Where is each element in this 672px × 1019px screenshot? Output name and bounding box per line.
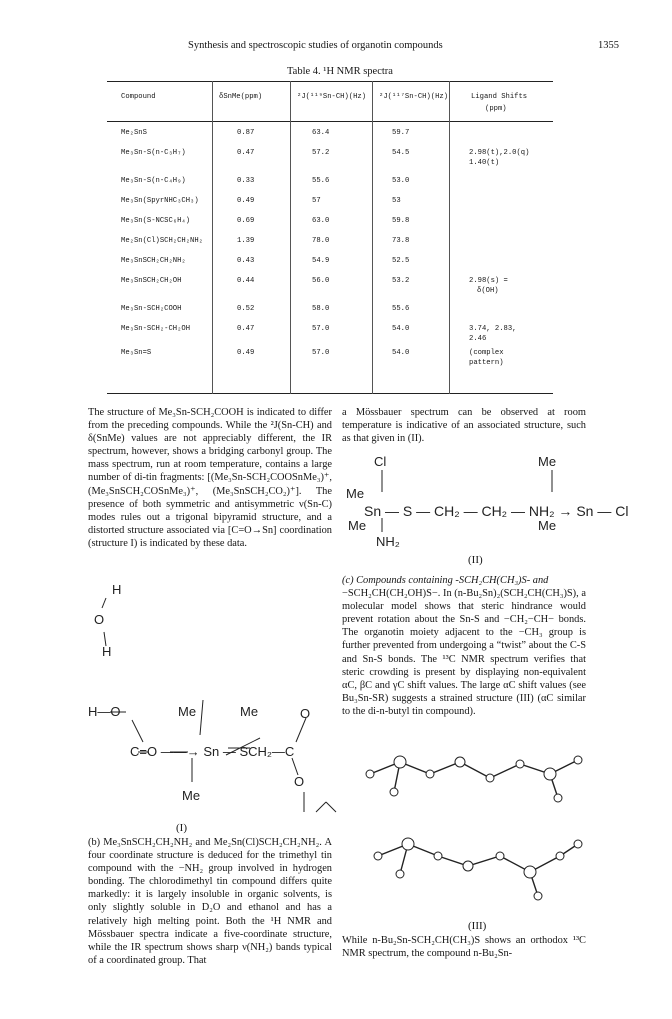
svg-text:H: H xyxy=(102,644,112,659)
svg-text:C=O ——→ Sn — SCH₂—C: C=O ——→ Sn — SCH₂—C xyxy=(130,744,295,759)
right-paragraph-3 xyxy=(342,934,586,960)
table-cell-compound: Me₃Sn(S-NCSC₆H₄) xyxy=(121,217,191,225)
table-cell-j117: 54.5 xyxy=(392,149,410,157)
structure-i-atoms: H xyxy=(112,582,122,597)
table-cell-ligand-2: 1.40(t) xyxy=(469,159,500,167)
table-cell-delta: 0.43 xyxy=(237,257,255,265)
structure-ii-diagram xyxy=(342,446,629,570)
table-cell-j117: 73.8 xyxy=(392,237,410,245)
table-cell-compound: Me₃Sn-SCH₂COOH xyxy=(121,305,182,313)
header-j117: ²J(¹¹⁷Sn-CH)(Hz) xyxy=(379,93,449,101)
svg-text:Me: Me xyxy=(538,518,557,533)
table-cell-ligand: 2.98(s) = xyxy=(469,277,508,285)
svg-text:Me: Me xyxy=(240,704,259,719)
table-cell-j117: 53.0 xyxy=(392,177,410,185)
table-cell-j117: 53.2 xyxy=(392,277,410,285)
svg-text:O: O xyxy=(294,774,305,789)
right-paragraph-2-head: (c) Compounds containing -SCH₂CH(CH₃)S- and xyxy=(342,575,549,586)
left-paragraph-2 xyxy=(88,836,332,967)
header-ligand: Ligand Shifts xyxy=(471,93,528,101)
right-paragraph-1 xyxy=(342,406,586,445)
table-cell-j119: 63.4 xyxy=(312,129,330,137)
table-cell-delta: 0.69 xyxy=(237,217,255,225)
table-cell-j117: 53 xyxy=(392,197,401,205)
right-paragraph-3-text: While n-Bu₂Sn-SCH₂CH(CH₃)S shows an orthodox ¹³C NMR spectrum, the compound n-Bu₂Sn- xyxy=(342,935,586,960)
svg-text:H—O: H—O xyxy=(88,704,121,719)
table-cell-compound: Me₃Sn-S(n-C₃H₇) xyxy=(121,149,186,157)
page-number: 1355 xyxy=(598,40,619,51)
table-cell-compound: Me₃Sn(SpyrNHC₃CH₃) xyxy=(121,197,199,205)
table-cell-j117: 54.0 xyxy=(392,349,410,357)
left-paragraph-2-text: (b) Me₃SnSCH₂CH₂NH₂ and Me₂Sn(Cl)SCH₂CH₂NH₂. A four coordinate structure is deduced for the trimethyl tin compound with the −NH₂ group involved in hydrogen bonding. The chlorodimethyl tin compound differs quite markedly: it is largely insoluble in organic solvents, is only slightly soluble in D₂O and ethanol and has a relatively high melting point. Both the ¹H NMR and Mössbauer spectra indicate a five-coordinate structure, while the IR spectrum shows sharp ν(NH₂) bands typical of a coordinated group. That xyxy=(88,837,332,966)
table-cell-ligand: 2.98(t),2.0(q) xyxy=(469,149,530,157)
table-cell-j117: 55.6 xyxy=(392,305,410,313)
svg-text:Cl: Cl xyxy=(374,454,387,469)
table-cell-compound: Me₃SnSCH₂CH₂OH xyxy=(121,277,182,285)
table-cell-compound: Me₃Sn=S xyxy=(121,349,152,357)
right-paragraph-1-text: a Mössbauer spectrum can be observed at room temperature is indicative of an associated structure, such as that given in (II). xyxy=(342,407,586,445)
table-cell-delta: 0.47 xyxy=(237,325,255,333)
table-cell-delta: 0.49 xyxy=(237,349,255,357)
header-delta: δSnMe(ppm) xyxy=(219,93,263,101)
table-cell-ligand: (complex xyxy=(469,349,504,357)
table-cell-delta: 1.39 xyxy=(237,237,255,245)
svg-text:Me: Me xyxy=(182,788,201,803)
table-cell-j119: 57.0 xyxy=(312,349,330,357)
table-cell-delta: 0.52 xyxy=(237,305,255,313)
structure-iii-label: (III) xyxy=(468,920,487,932)
running-title: Synthesis and spectroscopic studies of organotin compounds xyxy=(188,40,443,51)
table-cell-compound: Me₂Sn(Cl)SCH₂CH₂NH₂ xyxy=(121,237,203,245)
table-cell-ligand: 3.74, 2.83, xyxy=(469,325,517,333)
table-cell-j119: 78.0 xyxy=(312,237,330,245)
table-cell-delta: 0.49 xyxy=(237,197,255,205)
table-cell-j117: 52.5 xyxy=(392,257,410,265)
header-compound: Compound xyxy=(121,93,156,101)
nmr-table xyxy=(107,81,553,394)
table-cell-ligand-2: δ(OH) xyxy=(477,287,499,295)
structure-i-label: (I) xyxy=(176,822,187,834)
table-cell-j119: 54.9 xyxy=(312,257,330,265)
header-j119: ²J(¹¹⁹Sn-CH)(Hz) xyxy=(297,93,367,101)
table-cell-j119: 56.0 xyxy=(312,277,330,285)
svg-text:Me: Me xyxy=(346,486,365,501)
svg-text:Me: Me xyxy=(348,518,367,533)
structure-i-diagram xyxy=(88,580,338,835)
table-cell-j119: 55.6 xyxy=(312,177,330,185)
right-paragraph-2 xyxy=(342,574,586,718)
header-ligand-unit: (ppm) xyxy=(485,105,507,113)
table-cell-compound: Me₂SnS xyxy=(121,129,147,137)
svg-text:Me: Me xyxy=(538,454,557,469)
table-cell-j117: 59.7 xyxy=(392,129,410,137)
structure-iii-diagram xyxy=(360,744,592,920)
left-paragraph-1-text: The structure of Me₃Sn-SCH₂COOH is indicated to differ from the preceding compounds. While the ²J(Sn-CH) and δ(SnMe) values are not appreciably different, the IR spectrum, however, shows a bridging carbonyl group. The mass spectrum, run at room temperature, contains a large number of di-tin fragments: [(Me₃Sn-SCH₂COOSnMe₃)⁺, (Me₃SnSCH₂COSnMe₃)⁺, (Me₃SnSCH₂CO₂)⁺]. The presence of both symmetric and antisymmetric ν(Sn-C) modes rules out a trigonal bipyramid structure, and a distorted structure associated via [C=O→Sn] coordination (structure I) is indicated by these data. xyxy=(88,407,332,549)
table-cell-compound: Me₃Sn-S(n-C₄H₉) xyxy=(121,177,186,185)
svg-text:O: O xyxy=(300,706,311,721)
right-paragraph-2-text: −SCH₂CH(CH₂OH)S−. In (n-Bu₂Sn)₂(SCH₂CH(CH₃)S), a molecular model shows that steric hindrance would prevent rotation about the Sn-S and −CH₂−CH− bonds. The organotin moiety adjacent to the −CH₃ group is further prevented from undergoing a “twist” about the C-S and Sn-S bonds. The ¹³C NMR spectrum verifies that steric crowding is present by displaying non-equivalent αC, βC and γC shift values. The large αC shift values (see Bu₃Sn-SR) suggests a strained structure (III) (αC similar to the di-n-butyl tin compound). xyxy=(342,588,586,717)
svg-text:NH₂: NH₂ xyxy=(376,534,400,549)
svg-text:Me: Me xyxy=(178,704,197,719)
left-paragraph-1 xyxy=(88,406,332,550)
table-cell-delta: 0.44 xyxy=(237,277,255,285)
table-cell-j119: 57 xyxy=(312,197,321,205)
table-cell-delta: 0.33 xyxy=(237,177,255,185)
table-cell-delta: 0.87 xyxy=(237,129,255,137)
table-cell-j119: 63.0 xyxy=(312,217,330,225)
table-cell-j119: 57.0 xyxy=(312,325,330,333)
table-cell-ligand-2: 2.46 xyxy=(469,335,487,343)
table-cell-j117: 54.0 xyxy=(392,325,410,333)
table-cell-delta: 0.47 xyxy=(237,149,255,157)
svg-text:O: O xyxy=(94,612,105,627)
structure-ii-label: (II) xyxy=(468,554,483,566)
table-cell-j119: 57.2 xyxy=(312,149,330,157)
table-cell-j119: 58.0 xyxy=(312,305,330,313)
table-caption: Table 4. ¹H NMR spectra xyxy=(287,66,393,77)
table-cell-ligand-2: pattern) xyxy=(469,359,504,367)
table-cell-compound: Me₃Sn-SCH₂-CH₂OH xyxy=(121,325,191,333)
svg-text:Sn — S — CH₂ — CH₂ — NH₂ → Sn: Sn — S — CH₂ — CH₂ — NH₂ → Sn — Cl xyxy=(364,503,629,519)
table-cell-j117: 59.8 xyxy=(392,217,410,225)
table-cell-compound: Me₃SnSCH₂CH₂NH₂ xyxy=(121,257,186,265)
